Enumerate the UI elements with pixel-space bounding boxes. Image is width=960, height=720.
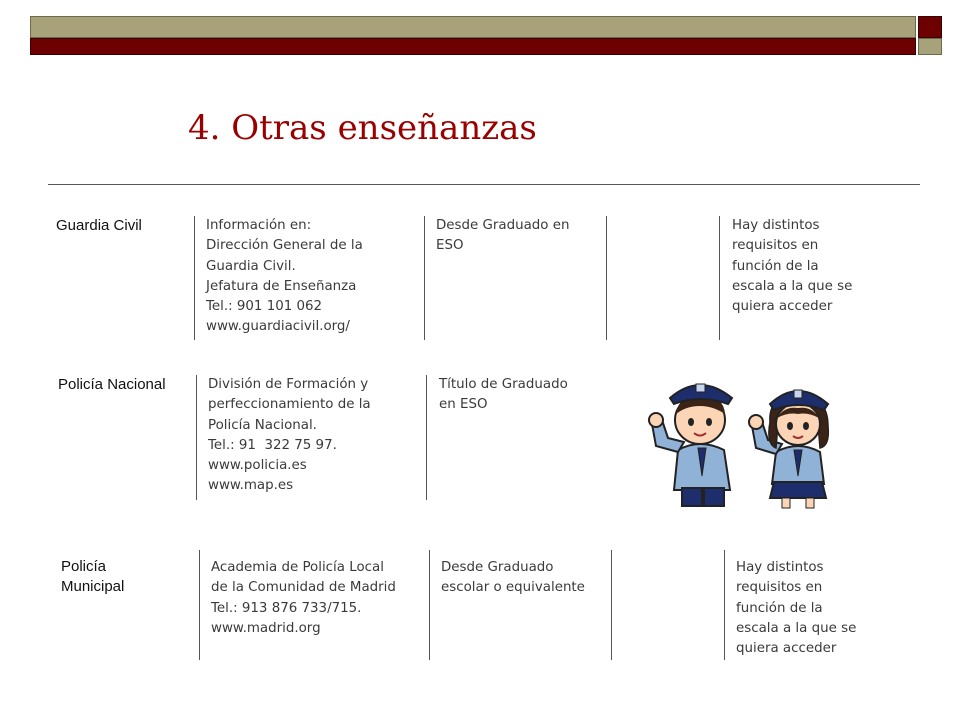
column-divider [424, 216, 425, 340]
row-label-policia-nacional: Policía Nacional [58, 376, 166, 393]
column-divider [429, 550, 430, 660]
column-divider [606, 216, 607, 340]
column-divider [194, 216, 195, 340]
row-info-policia-nacional: División de Formación y perfeccionamiento de la Policía Nacional. Tel.: 91 322 75 97. www.policia.es www.map.es [208, 377, 371, 494]
title-divider [48, 184, 920, 185]
row-note-policia-municipal: Hay distintos requisitos en función de la escala a la que se quiera acceder [736, 560, 857, 657]
row-label-policia-municipal: Policía Municipal [61, 558, 125, 595]
header-bar-olive [30, 16, 916, 38]
police-officer-male-icon [649, 384, 732, 506]
row-label-guardia-civil: Guardia Civil [56, 217, 142, 234]
row-note-guardia-civil: Hay distintos requisitos en función de la escala a la que se quiera acceder [732, 218, 853, 315]
column-divider [724, 550, 725, 660]
row-requirement-policia-nacional: Título de Graduado en ESO [439, 377, 568, 413]
row-info-policia-municipal: Academia de Policía Local de la Comunidad de Madrid Tel.: 913 876 733/715. www.madrid.org [211, 560, 396, 636]
police-officer-female-icon [749, 390, 828, 508]
header-corner-block-dark [918, 16, 942, 38]
header-bar-dark [30, 38, 916, 55]
column-divider [719, 216, 720, 340]
page-title: 4. Otras enseñanzas [188, 108, 537, 148]
header-corner-block-olive [918, 38, 942, 55]
column-divider [199, 550, 200, 660]
column-divider [196, 375, 197, 500]
row-info-guardia-civil: Información en: Dirección General de la Guardia Civil. Jefatura de Enseñanza Tel.: 901 101 062 www.guardiacivil.org/ [206, 218, 363, 335]
column-divider [611, 550, 612, 660]
row-requirement-policia-municipal: Desde Graduado escolar o equivalente [441, 560, 585, 596]
police-officers-icon [638, 372, 858, 512]
row-requirement-guardia-civil: Desde Graduado en ESO [436, 218, 570, 254]
column-divider [426, 375, 427, 500]
